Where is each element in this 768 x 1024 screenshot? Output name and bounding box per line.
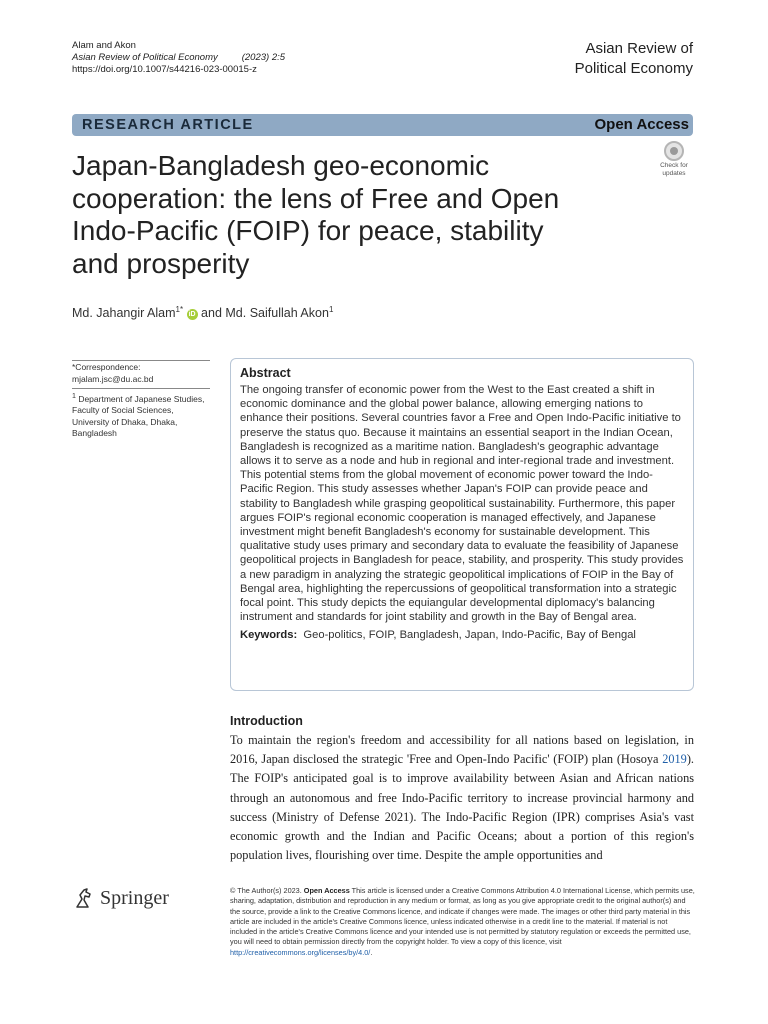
license-text: This article is licensed under a Creative Commons Attribution 4.0 International License, which permits use, sharing, adaptation, distribution and reproduction in any medium or format, as long as you give appropriate credit to the original author(s) and the source, provide a link to the Creative Commons licence, and indicate if changes were made. The images or other third party material in this article are included in the article's Creative Commons licence, unless indicated otherwise in a credit line to the material. If material is not included in the article's Creative Commons licence and your intended use is not permitted by statutory regulation or exceeds the permitted use, you will need to obtain permission directly from the copyright holder. To view a copy of this licence, visit [230, 886, 695, 947]
journal-title-line2: Political Economy [574, 60, 693, 77]
journal-title [575, 39, 693, 79]
year-volume: (2023) 2:5 [241, 52, 286, 63]
author-connector: and [197, 306, 226, 321]
publisher-logo [72, 886, 169, 910]
correspondence-email[interactable]: mjalam.jsc@du.ac.bd [72, 373, 154, 384]
keywords-list: Geo-politics, FOIP, Bangladesh, Japan, Indo-Pacific, Bay of Bengal [303, 629, 636, 642]
badge-line2: updates [662, 169, 686, 177]
article-type-banner [72, 114, 693, 136]
open-access-label: Open Access [594, 116, 689, 133]
author-list [72, 305, 333, 320]
journal-name-italic: Asian Review of Political Economy [72, 52, 218, 63]
abstract-box [230, 358, 694, 691]
publisher-name: Springer [100, 887, 169, 909]
title-line: Indo-Pacific (FOIP) for peace, stability [72, 215, 544, 246]
license-prefix: © The Author(s) 2023. [230, 886, 304, 895]
license-end: . [370, 947, 373, 957]
keywords-line [240, 629, 685, 641]
citation-line [72, 52, 285, 64]
check-for-updates-icon [664, 141, 684, 161]
sidebar-divider [72, 388, 210, 389]
license-url-link[interactable]: http://creativecommons.org/licenses/by/4.0/ [230, 947, 371, 957]
correspondence-label: *Correspondence: [72, 362, 141, 372]
check-for-updates-badge[interactable] [653, 141, 695, 179]
title-line: cooperation: the lens of Free and Open [72, 182, 560, 214]
affiliation-text: Department of Japanese Studies, Faculty of Social Sciences, University of Dhaka, Dhaka, Bangladesh [72, 393, 205, 439]
abstract-text: The ongoing transfer of economic power from the West to the East created a shift in economic dominance and the global power balance, allowing emerging nations to enhance their positions. Several countries favor a Free and Open Indo-Pacific initiative to preserve the status quo. Because it maintains an essential seaport in the Indian Ocean, Bangladesh is recognized as a maritime nation. Bangladesh's geographic advantage allows it to serve as a node and hub in regional and inter-regional trade and investment. This potential stems from the global movement of economic power toward the Indo-Pacific Region. This study assesses whether Japan's FOIP can provide peace and stability to Bangladesh while grasping geopolitical sustainability. Furthermore, this paper argues FOIP's regional economic cooperation is managed effectively, and Japanese investment might benefit Bangladesh's economy for sustainable development. This qualitative study uses primary and secondary data to evaluate the feasibility of Japanese geopolitical projects in Bangladesh for peace, stability, and prosperity. This study provides a new paradigm in analyzing the strategic geopolitical implications of FOIP in the Bay of Bengal area, highlighting the repercussions of geopolitical transformation into a strategic focal point. This study depicts the equiangular developmental diplomacy's balancing instrument and standards for joint stability and growth in the Bay of Bengal area. [240, 384, 684, 624]
check-for-updates-label [653, 162, 695, 177]
orcid-icon[interactable]: iD [188, 311, 196, 319]
license-open-access: Open Access [303, 886, 350, 895]
introduction-heading: Introduction [230, 714, 303, 728]
author-affiliation-marker: 1* [175, 305, 184, 314]
citation-link[interactable]: 2019 [662, 752, 687, 767]
abstract-heading: Abstract [240, 366, 291, 380]
author-name[interactable]: Md. Jahangir Alam [72, 306, 176, 321]
license-statement [230, 886, 696, 958]
affiliation-marker: 1 [72, 392, 76, 400]
author-affiliation-marker: 1 [328, 305, 334, 314]
affiliation-note [72, 391, 210, 440]
article-title [72, 150, 612, 280]
springer-horse-icon [72, 886, 96, 910]
intro-text-part: ). The FOIP's anticipated goal is to improve availability between Asian and African nations through an autonomous and free Indo-Pacific territory to increase provincial harmony and success (Ministry of Defense 2021). The Indo-Pacific Region (IPR) comprises Asia's vast economic growth and the Indian and Pacific Oceans; about a portion of this region's population lives, flourishing over time. Despite the ample opportunities and [230, 752, 694, 863]
doi-link[interactable]: https://doi.org/10.1007/s44216-023-00015-z [72, 64, 257, 75]
title-line: Japan-Bangladesh geo-economic [72, 150, 490, 181]
journal-title-line1: Asian Review of [585, 40, 693, 57]
running-authors: Alam and Akon [72, 40, 136, 51]
introduction-text [230, 731, 694, 865]
article-meta [72, 40, 285, 76]
keywords-label: Keywords: [240, 629, 298, 642]
sidebar-divider [72, 360, 210, 361]
title-line: and prosperity [72, 247, 250, 279]
article-type-label: RESEARCH ARTICLE [82, 117, 254, 133]
badge-line1: Check for [660, 162, 688, 169]
correspondence-note [72, 362, 210, 385]
author-name[interactable]: Md. Saifullah Akon [225, 306, 329, 321]
intro-text-part: To maintain the region's freedom and accessibility for all nations based on legislation, in 2016, Japan disclosed the strategic 'Free and Open-Indo Pacific' (FOIP) plan (Hosoya [230, 733, 694, 767]
